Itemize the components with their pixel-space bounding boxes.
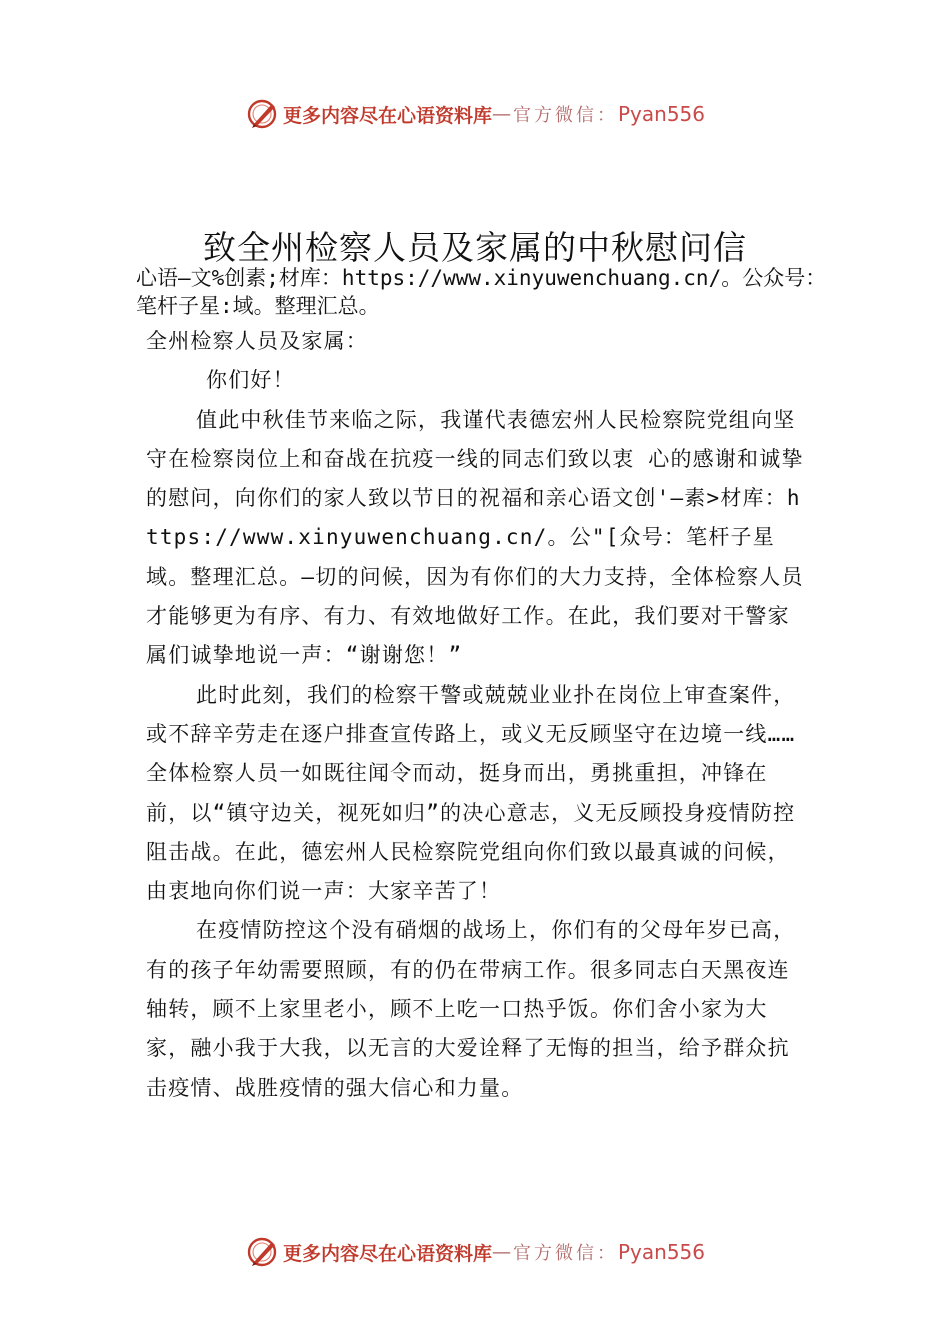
banner-separator: —: [492, 103, 511, 125]
banner-wechat-label: 官方微信：: [513, 105, 618, 126]
letter-body: [146, 322, 806, 1108]
pen-circle-icon: [245, 1235, 279, 1269]
footer-banner: [0, 1232, 950, 1272]
pen-circle-icon: [245, 97, 279, 131]
banner-text: 更多内容尽在心语资料库: [282, 1242, 492, 1265]
header-banner: [0, 94, 950, 134]
banner-wechat-label: 官方微信：: [513, 1243, 618, 1264]
banner-wechat-id: Pyan556: [618, 1240, 706, 1264]
banner-text: 更多内容尽在心语资料库: [282, 104, 492, 127]
banner-wechat-id: Pyan556: [618, 102, 706, 126]
paragraph: 值此中秋佳节来临之际，我谨代表德宏州人民检察院党组向坚守在检察岗位上和奋战在抗疫一线的同志们致以衷 心的感谢和诚挚的慰问，向你们的家人致以节日的祝福和亲心语文创'—素>材库：https://www.xinyuwenchuang.cn/。公"[众号：笔杆子星域。整理汇总。—切的问候，因为有你们的大力支持，全体检察人员才能够更为有序、有力、有效地做好工作。在此，我们要对干警家属们诚挚地说一声：“谢谢您！”: [146, 407, 804, 668]
salutation: 全州检察人员及家属：: [146, 329, 368, 353]
greeting: 你们好！: [206, 368, 295, 393]
document-title: 致全州检察人员及家属的中秋慰问信: [203, 228, 747, 267]
source-line: 心语—文%创素;材库：https://www.xinyuwenchuang.cn/。公众号：笔杆子星:域。整理汇总。: [136, 266, 827, 318]
paragraph: 在疫情防控这个没有硝烟的战场上，你们有的父母年岁已高，有的孩子年幼需要照顾，有的仍在带病工作。很多同志白天黑夜连轴转，顾不上家里老小，顾不上吃一口热乎饭。你们舍小家为大家，融小我于大我，以无言的大爱诠释了无悔的担当，给予群众抗击疫情、战胜疫情的强大信心和力量。: [146, 918, 796, 1100]
paragraph: 此时此刻，我们的检察干警或兢兢业业扑在岗位上审查案件，或不辞辛劳走在逐户排查宣传路上，或义无反顾坚守在边境一线……全体检察人员一如既往闻令而动，挺身而出，勇挑重担，冲锋在前，以“镇守边关，视死如归”的决心意志，义无反顾投身疫情防控阻击战。在此，德宏州人民检察院党组向你们致以最真诚的问候，由衷地向你们说一声：大家辛苦了！: [146, 682, 796, 904]
banner-separator: —: [492, 1241, 511, 1263]
